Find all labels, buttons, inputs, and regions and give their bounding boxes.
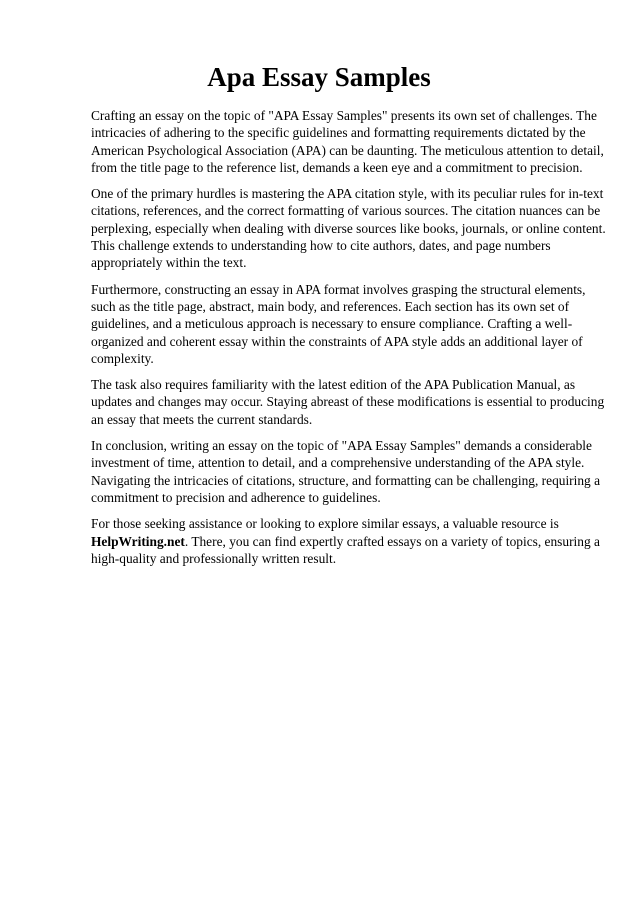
paragraph-citation-style: One of the primary hurdles is mastering the APA citation style, with its peculiar rules for in-text citations, references, and the correct formatting of various sources. The citation nuances can be perplexing, especially when dealing with diverse sources like books, journals, or online content. This challenge extends to understanding how to cite authors, dates, and page numbers appropriately within the text. xyxy=(91,186,606,271)
helpwriting-brand-link[interactable]: HelpWriting.net xyxy=(91,533,185,549)
document-body xyxy=(91,107,611,576)
paragraph-structure: Furthermore, constructing an essay in APA format involves grasping the structural elements, such as the title page, abstract, main body, and references. Each section has its own set of guidelines, and a meticulous approach is necessary to ensure compliance. Crafting a well-organized and coherent essay within the constraints of APA style adds an additional layer of complexity. xyxy=(91,281,586,366)
paragraph-resource xyxy=(91,515,611,567)
paragraph-intro: Crafting an essay on the topic of "APA Essay Samples" presents its own set of challenges. The intricacies of adhering to the specific guidelines and formatting requirements dictated by the American Psychological Association (APA) can be daunting. The meticulous attention to detail, from the title page to the reference list, demands a keen eye and a commitment to precision. xyxy=(91,108,604,175)
paragraph-publication-manual: The task also requires familiarity with the latest edition of the APA Publication Manual, as updates and changes may occur. Staying abreast of these modifications is essential to producing an essay that meets the current standards. xyxy=(91,377,605,427)
paragraph-conclusion: In conclusion, writing an essay on the topic of "APA Essay Samples" demands a considerable investment of time, attention to detail, and a comprehensive understanding of the APA style. Navigating the intricacies of citations, structure, and formatting can be challenging, requiring a commitment to precision and adherence to guidelines. xyxy=(91,438,601,505)
resource-tail-text: . There, you can find expertly crafted essays on a variety of topics, ensuring a high-quality and professionally written result. xyxy=(91,533,600,566)
resource-lead-text: For those seeking assistance or looking to explore similar essays, a valuable resource is xyxy=(91,516,559,532)
document-title: Apa Essay Samples xyxy=(207,62,431,92)
